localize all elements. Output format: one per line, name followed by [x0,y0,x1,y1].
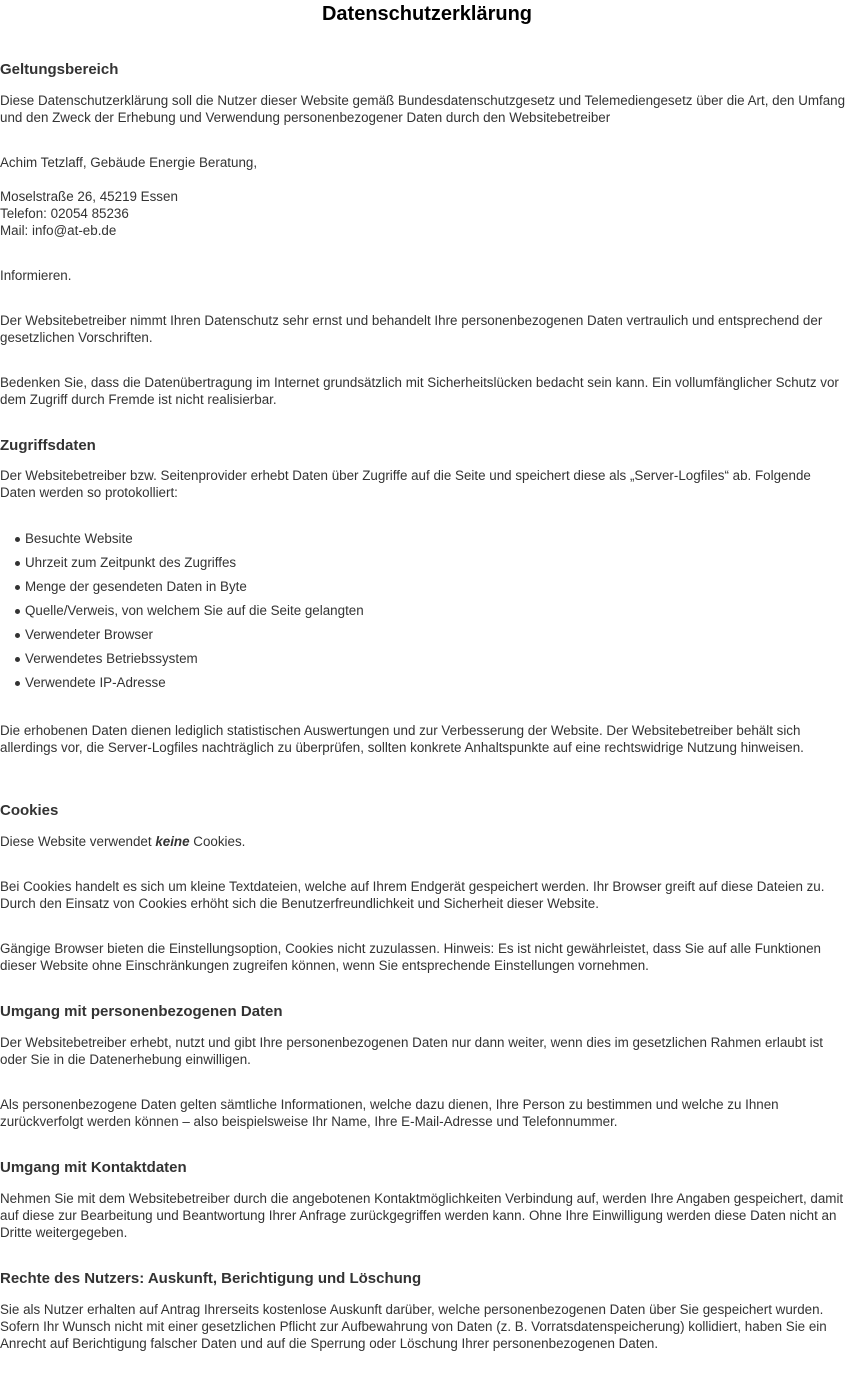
geltung-paragraph-3: Bedenken Sie, dass die Datenübertragung im Internet grundsätzlich mit Sicherheitslücken bedacht sein kann. Ein vollumfänglicher Schutz vor dem Zugriff durch Fremde ist nicht realisierbar. [0,375,839,407]
list-item: Menge der gesendeten Daten in Byte [15,578,364,602]
bullet-icon [15,681,20,686]
cookies-paragraph-1: Diese Website verwendet keine Cookies. [0,834,246,849]
personal-data-paragraph-2: Als personenbezogene Daten gelten sämtliche Informationen, welche dazu dienen, Ihre Person zu bestimmen und welche zu Ihnen zurückverfolgt werden können – also beispielsweise Ihr Name, Ihre E-Mail-Adresse und Telefonnummer. [0,1097,779,1129]
heading-contact-data: Umgang mit Kontaktdaten [0,1159,187,1176]
user-rights-paragraph-1: Sie als Nutzer erhalten auf Antrag Ihrerseits kostenlose Auskunft darüber, welche personenbezogenen Daten über Sie gespeichert wurden. Sofern Ihr Wunsch nicht mit einer gesetzlichen Pflicht zur Aufbewahrung von Daten (z. B. Vorratsdatenspeicherung) kollidiert, haben Sie ein Anrecht auf Berichtigung falscher Daten und auf die Sperrung oder Löschung Ihrer personenbezogenen Daten. [0,1302,827,1351]
bullet-icon [15,633,20,638]
bullet-icon [15,537,20,542]
cookies-keyword: keine [155,834,190,849]
contact-name: Achim Tetzlaff, Gebäude Energie Beratung, [0,155,258,170]
heading-geltungsbereich: Geltungsbereich [0,61,119,78]
list-item: Verwendeter Browser [15,626,364,650]
zugriff-paragraph-2: Die erhobenen Daten dienen lediglich statistischen Auswertungen und zur Verbesserung der Website. Der Websitebetreiber behält sich allerdings vor, die Server-Logfiles nachträglich zu überprüfen, sollten konkrete Anhaltspunkte auf eine rechtswidrige Nutzung hinweisen. [0,723,804,755]
contact-mail: Mail: info@at-eb.de [0,223,117,238]
heading-user-rights: Rechte des Nutzers: Auskunft, Berichtigung und Löschung [0,1270,422,1287]
bullet-icon [15,609,20,614]
list-item: Besuchte Website [15,530,364,554]
page-title: Datenschutzerklärung [321,3,533,25]
heading-personal-data: Umgang mit personenbezogenen Daten [0,1003,283,1020]
geltung-paragraph-2: Der Websitebetreiber nimmt Ihren Datenschutz sehr ernst und behandelt Ihre personenbezogenen Daten vertraulich und entsprechend der gesetzlichen Vorschriften. [0,313,823,345]
cookies-paragraph-2: Bei Cookies handelt es sich um kleine Textdateien, welche auf Ihrem Endgerät gespeichert werden. Ihr Browser greift auf diese Dateien zu. Durch den Einsatz von Cookies erhöht sich die Benutzerfreundlichkeit und Sicherheit dieser Website. [0,879,825,911]
cookies-paragraph-3: Gängige Browser bieten die Einstellungsoption, Cookies nicht zuzulassen. Hinweis: Es ist nicht gewährleistet, dass Sie auf alle Funktionen dieser Website ohne Einschränkungen zugreifen können, wenn Sie entsprechende Einstellungen vornehmen. [0,941,821,973]
personal-data-paragraph-1: Der Websitebetreiber erhebt, nutzt und gibt Ihre personenbezogenen Daten nur dann weiter, wenn dies im gesetzlichen Rahmen erlaubt ist oder Sie in die Datenerhebung einwilligen. [0,1035,824,1067]
list-item: Verwendetes Betriebssystem [15,650,364,674]
logged-data-list [15,530,364,698]
list-item: Uhrzeit zum Zeitpunkt des Zugriffes [15,554,364,578]
heading-zugriffsdaten: Zugriffsdaten [0,437,96,454]
contact-data-paragraph-1: Nehmen Sie mit dem Websitebetreiber durch die angebotenen Kontaktmöglichkeiten Verbindung auf, werden Ihre Angaben gespeichert, damit auf diese zur Bearbeitung und Beantwortung Ihrer Anfrage zurückgegriffen werden kann. Ohne Ihre Einwilligung werden diese Daten nicht an Dritte weitergegeben. [0,1191,844,1240]
contact-phone: Telefon: 02054 85236 [0,206,129,221]
bullet-icon [15,585,20,590]
contact-address: Moselstraße 26, 45219 Essen [0,189,178,204]
bullet-icon [15,657,20,662]
zugriff-paragraph-1: Der Websitebetreiber bzw. Seitenprovider erhebt Daten über Zugriffe auf die Seite und speichert diese als „Server-Logfiles“ ab. Folgende Daten werden so protokolliert: [0,468,811,500]
geltung-paragraph-1: Diese Datenschutzerklärung soll die Nutzer dieser Website gemäß Bundesdatenschutzgesetz und Telemediengesetz über die Art, den Umfang und den Zweck der Erhebung und Verwendung personenbezogener Daten durch den Websitebetreiber [0,93,846,125]
bullet-icon [15,561,20,566]
list-item: Quelle/Verweis, von welchem Sie auf die Seite gelangten [15,602,364,626]
list-item: Verwendete IP-Adresse [15,674,364,698]
heading-cookies: Cookies [0,802,59,819]
inform-text: Informieren. [0,268,72,283]
